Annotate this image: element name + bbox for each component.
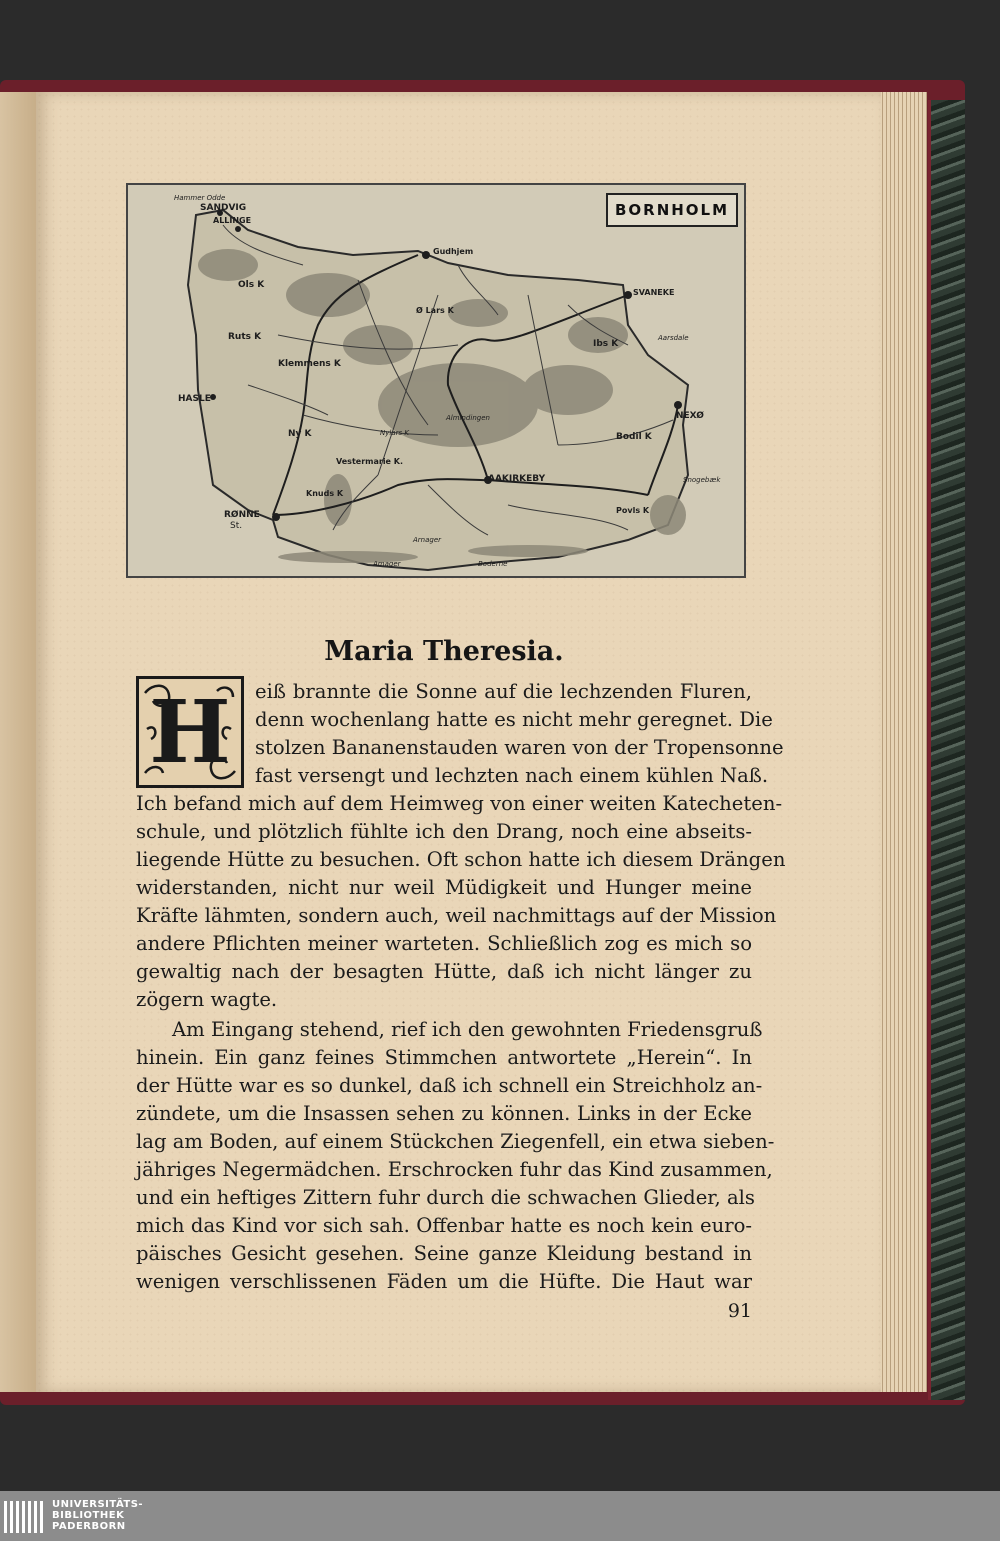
map-label-aakirkeby: AAKIRKEBY — [488, 474, 546, 484]
map-label-nexo: NEXØ — [676, 411, 704, 421]
map-label-osterlars: Ø Lars K — [416, 306, 454, 315]
map-label-klemmens-k: Klemmens K — [278, 359, 341, 369]
article-title: Maria Theresia. — [324, 636, 564, 667]
map-label-ronne: RØNNE — [224, 510, 260, 520]
map-label-amager: Amager — [373, 560, 401, 568]
map-label-sandvig: SANDVIG — [200, 203, 247, 213]
map-label-aarsdale: Aarsdale — [658, 334, 689, 342]
decorative-initial — [136, 676, 244, 788]
map-label-allinge: ALLINGE — [213, 216, 252, 225]
text-line: wenigen verschlissenen Fäden um die Hüfte. Die Haut war — [136, 1270, 752, 1293]
map-label-hammer-odde: Hammer Odde — [174, 194, 226, 202]
text-line: und ein heftiges Zittern fuhr durch die schwachen Glieder, als — [136, 1186, 755, 1209]
map-title: BORNHOLM — [606, 193, 738, 227]
map-label-arnager: Arnager — [413, 536, 442, 544]
text-line: eiß brannte die Sonne auf die lechzenden Fluren, — [255, 680, 752, 703]
library-name — [52, 1499, 143, 1532]
page-stack-edge — [875, 92, 927, 1392]
text-line: jähriges Negermädchen. Erschrocken fuhr das Kind zusammen, — [136, 1158, 773, 1181]
bornholm-map — [126, 183, 746, 578]
text-line: gewaltig nach der besagten Hütte, daß ich nicht länger zu — [136, 960, 752, 983]
text-line: liegende Hütte zu besuchen. Oft schon hatte ich diesem Drängen — [136, 848, 786, 871]
library-name-line: BIBLIOTHEK — [52, 1510, 125, 1521]
map-label-boderne: Boderne — [478, 560, 508, 568]
map-label-ny-k: Ny K — [288, 429, 312, 439]
text-line: stolzen Bananenstauden waren von der Tropensonne — [255, 736, 784, 759]
text-line: hinein. Ein ganz feines Stimmchen antwortete „Herein“. In — [136, 1046, 752, 1069]
text-line: andere Pflichten meiner warteten. Schließlich zog es mich so — [136, 932, 752, 955]
text-line: zündete, um die Insassen sehen zu können. Links in der Ecke — [136, 1102, 752, 1125]
text-line: fast versengt und lechzten nach einem kühlen Naß. — [255, 764, 769, 787]
map-label-vestermarie: Vestermarie K. — [336, 457, 404, 466]
map-label-ols-k: Ols K — [238, 280, 265, 290]
text-line: päisches Gesicht gesehen. Seine ganze Kleidung bestand in — [136, 1242, 752, 1265]
text-line: Kräfte lähmten, sondern auch, weil nachmittags auf der Mission — [136, 904, 777, 927]
text-line: lag am Boden, auf einem Stückchen Ziegenfell, ein etwa sieben- — [136, 1130, 775, 1153]
initial-letter: H — [149, 682, 231, 783]
map-drawing — [128, 185, 744, 576]
map-label-snogebaek: Snogebæk — [683, 476, 721, 484]
map-label-knuds-k: Knuds K — [306, 489, 344, 498]
map-label-hasle: HASLE — [178, 394, 211, 404]
page-number: 91 — [727, 1300, 752, 1322]
map-label-almindingen: Almindingen — [446, 414, 490, 422]
library-logo-icon — [4, 1501, 44, 1533]
text-line: der Hütte war es so dunkel, daß ich schnell ein Streichholz an- — [136, 1074, 763, 1097]
map-label-ibs-k: Ibs K — [593, 339, 619, 349]
library-name-line: PADERBORN — [52, 1521, 126, 1532]
map-label-nylars: Nylars K — [380, 429, 409, 437]
text-line: Ich befand mich auf dem Heimweg von einer weiten Katecheten- — [136, 792, 783, 815]
text-line: schule, und plötzlich fühlte ich den Drang, noch eine abseits- — [136, 820, 752, 843]
map-label-ruts-k: Ruts K — [228, 332, 262, 342]
text-line: mich das Kind vor sich sah. Offenbar hatte es noch kein euro- — [136, 1214, 752, 1237]
text-line: zögern wagte. — [136, 988, 278, 1011]
library-name-line: UNIVERSITÄTS- — [52, 1499, 144, 1510]
left-page-edge — [0, 92, 36, 1392]
text-line: denn wochenlang hatte es nicht mehr geregnet. Die — [255, 708, 773, 731]
map-label-bodil-k: Bodil K — [616, 432, 652, 442]
map-label-svaneke: SVANEKE — [633, 288, 675, 297]
map-label-ronne-station: St. — [230, 521, 243, 531]
book-marbled-edge — [928, 100, 965, 1400]
map-label-gudhjem: Gudhjem — [433, 247, 474, 256]
text-line: Am Eingang stehend, rief ich den gewohnten Friedensgruß — [172, 1018, 763, 1041]
library-footer — [0, 1491, 1000, 1541]
text-line: widerstanden, nicht nur weil Müdigkeit und Hunger meine — [136, 876, 752, 899]
map-label-povls-k: Povls K — [616, 506, 650, 515]
